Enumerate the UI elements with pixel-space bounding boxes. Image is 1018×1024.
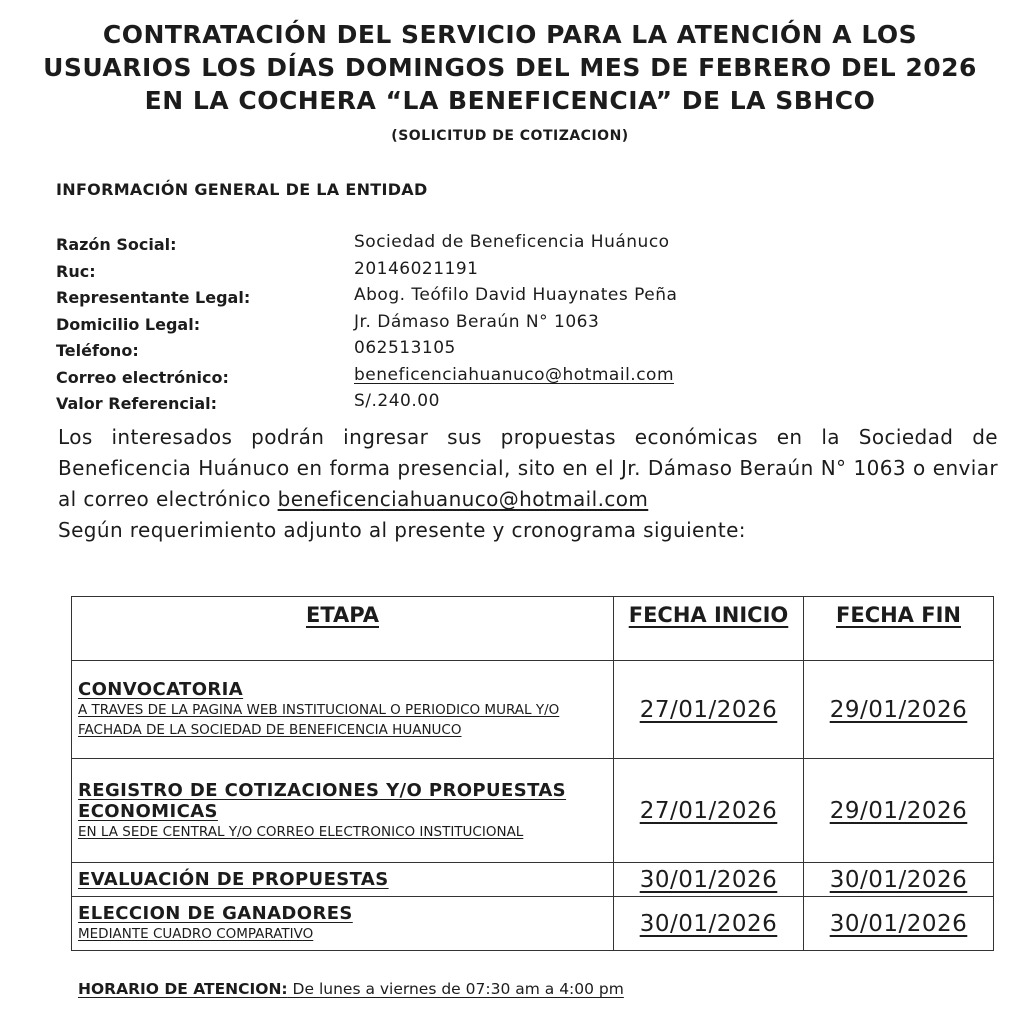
title-line-1: CONTRATACIÓN DEL SERVICIO PARA LA ATENCIÓN A LOS <box>102 20 918 49</box>
field-label: Ruc: <box>56 261 96 281</box>
header-fecha-fin: FECHA FIN <box>804 597 994 661</box>
field-value: 062513105 <box>354 338 456 358</box>
title-line-3: EN LA COCHERA “LA BENEFICENCIA” DE LA SBHCO <box>144 86 876 115</box>
stage-title: ELECCION DE GANADORES <box>78 903 353 924</box>
start-date: 30/01/2026 <box>614 897 804 951</box>
email-link[interactable]: beneficenciahuanuco@hotmail.com <box>354 364 674 385</box>
start-date: 27/01/2026 <box>614 759 804 863</box>
table-row <box>72 759 994 863</box>
office-hours-label: HORARIO DE ATENCION: <box>78 980 288 998</box>
entity-section-title: INFORMACIÓN GENERAL DE LA ENTIDAD <box>56 180 428 199</box>
end-date: 29/01/2026 <box>804 759 994 863</box>
stage-description: MEDIANTE CUADRO COMPARATIVO <box>78 926 314 942</box>
stage-title: EVALUACIÓN DE PROPUESTAS <box>78 869 389 890</box>
stage-cell <box>72 759 614 863</box>
field-label: Representante Legal: <box>56 288 251 307</box>
entity-info <box>56 232 976 418</box>
field-telefono <box>56 338 976 365</box>
header-fecha-inicio: FECHA INICIO <box>614 597 804 661</box>
start-date: 27/01/2026 <box>614 661 804 759</box>
field-value: Sociedad de Beneficencia Huánuco <box>354 232 670 252</box>
table-row <box>72 897 994 951</box>
stage-title: CONVOCATORIA <box>78 679 244 700</box>
end-date: 30/01/2026 <box>804 863 994 897</box>
office-hours-value: De lunes a viernes de 07:30 am a 4:00 pm <box>287 980 624 998</box>
field-label: Valor Referencial: <box>56 394 218 413</box>
field-label: Domicilio Legal: <box>56 314 201 334</box>
instructions-text: Los interesados podrán ingresar sus propuestas económicas en la Sociedad de Beneficencia Huánuco en forma presencial, sito en el Jr. Dámaso Beraún N° 1063 o enviar al correo electrónico <box>58 425 998 511</box>
header-etapa: ETAPA <box>72 597 614 661</box>
end-date: 30/01/2026 <box>804 897 994 951</box>
schedule-table <box>71 596 994 951</box>
field-correo <box>56 365 976 392</box>
field-razon-social <box>56 232 976 259</box>
field-value: 20146021191 <box>354 258 479 279</box>
field-label: Correo electrónico: <box>56 367 229 387</box>
table-row <box>72 661 994 759</box>
field-ruc <box>56 259 976 286</box>
field-label: Razón Social: <box>56 235 177 254</box>
instructions-paragraph <box>58 422 998 546</box>
end-date: 29/01/2026 <box>804 661 994 759</box>
document-title <box>40 18 980 117</box>
field-label: Teléfono: <box>56 341 139 360</box>
field-representante <box>56 285 976 312</box>
stage-cell <box>72 897 614 951</box>
table-row <box>72 863 994 897</box>
field-domicilio <box>56 312 976 339</box>
stage-title: REGISTRO DE COTIZACIONES Y/O PROPUESTAS ECONOMICAS <box>78 779 567 822</box>
stage-cell <box>72 661 614 759</box>
stage-cell <box>72 863 614 897</box>
field-value: Jr. Dámaso Beraún N° 1063 <box>354 311 600 332</box>
email-link[interactable]: beneficenciahuanuco@hotmail.com <box>277 487 649 511</box>
document-subtitle: (SOLICITUD DE COTIZACION) <box>391 128 629 144</box>
field-valor-referencial <box>56 391 976 418</box>
field-value: S/.240.00 <box>354 391 440 411</box>
start-date: 30/01/2026 <box>614 863 804 897</box>
instructions-line-2: Según requerimiento adjunto al presente y cronograma siguiente: <box>58 518 746 542</box>
table-header-row <box>72 597 994 661</box>
stage-description: A TRAVES DE LA PAGINA WEB INSTITUCIONAL O PERIODICO MURAL Y/O FACHADA DE LA SOCIEDAD DE BENEFICENCIA HUANUCO <box>78 702 560 738</box>
field-value: Abog. Teófilo David Huaynates Peña <box>354 285 678 305</box>
stage-description: EN LA SEDE CENTRAL Y/O CORREO ELECTRONICO INSTITUCIONAL <box>78 823 524 840</box>
office-hours <box>78 980 624 998</box>
title-line-2: USUARIOS LOS DÍAS DOMINGOS DEL MES DE FEBRERO DEL 2026 <box>43 53 977 82</box>
